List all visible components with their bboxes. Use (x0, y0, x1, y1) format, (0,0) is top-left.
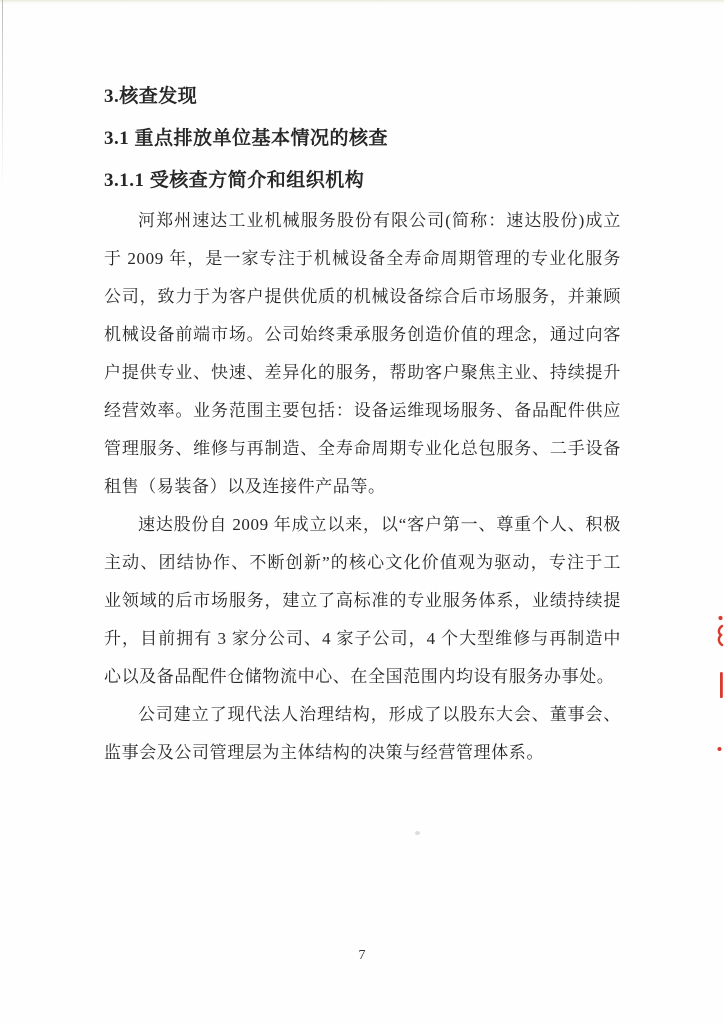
scan-edge-top-artifact (0, 0, 724, 4)
document-content (104, 76, 621, 772)
paragraph-governance: 公司建立了现代法人治理结构，形成了以股东大会、董事会、监事会及公司管理层为主体结构的决策与经营管理体系。 (104, 705, 621, 762)
paragraph-company-intro: 河郑州速达工业机械服务股份有限公司(简称：速达股份)成立于 2009 年，是一家专注于机械设备全寿命周期管理的专业化服务公司，致力于为客户提供优质的机械设备综合后市场服务，并兼顾机械设备前端市场。公司始终秉承服务创造价值的理念，通过向客户提供专业、快速、差异化的服务，帮助客户聚焦主业、持续提升经营效率。业务范围主要包括：设备运维现场服务、备品配件供应管理服务、维修与再制造、全寿命周期专业化总包服务、二手设备租售（易装备）以及连接件产品等。 (104, 211, 621, 496)
red-ink-marks (714, 610, 724, 760)
subsection-heading: 3.1 重点排放单位基本情况的核查 (104, 128, 389, 149)
scan-edge-left-artifact (2, 0, 3, 188)
section-heading: 3.核查发现 (104, 86, 198, 107)
paragraph-company-culture: 速达股份自 2009 年成立以来，以“客户第一、尊重个人、积极主动、团结协作、不断创新”的核心文化价值观为驱动，专注于工业领域的后市场服务，建立了高标准的专业服务体系，业绩持续提升，目前拥有 3 家分公司、4 家子公司，4 个大型维修与再制造中心以及备品配件仓储物流中心、在全国范围内均设有服务办事处。 (104, 515, 621, 686)
page-number: 7 (358, 948, 366, 963)
scan-speck-artifact (415, 831, 420, 835)
subsubsection-heading: 3.1.1 受核查方简介和组织机构 (104, 170, 365, 191)
